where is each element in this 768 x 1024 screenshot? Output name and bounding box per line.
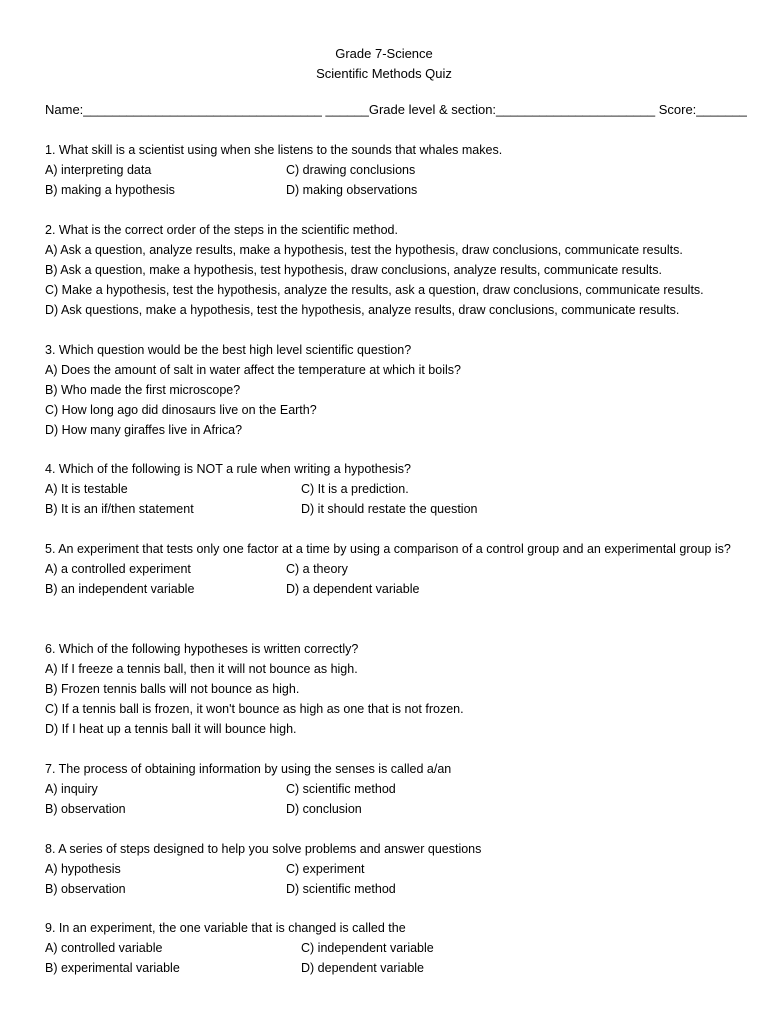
option-c: C) Make a hypothesis, test the hypothesis, analyze the results, ask a question, draw conclusions, communicate results.	[45, 283, 704, 297]
option-c: C) a theory	[286, 562, 348, 576]
question-stem: 9. In an experiment, the one variable that is changed is called the	[45, 921, 406, 935]
option-b: B) It is an if/then statement	[45, 502, 194, 516]
page-subtitle: Scientific Methods Quiz	[316, 66, 452, 81]
option-d: D) How many giraffes live in Africa?	[45, 423, 243, 437]
option-b: B) observation	[45, 802, 126, 816]
option-c: C) If a tennis ball is frozen, it won't bounce as high as one that is not frozen.	[45, 702, 464, 716]
option-b: B) Frozen tennis balls will not bounce as high.	[45, 682, 300, 696]
question-3	[45, 340, 735, 440]
option-b: B) Who made the first microscope?	[45, 383, 241, 397]
page-title: Grade 7-Science	[335, 46, 433, 61]
question-stem: 8. A series of steps designed to help you solve problems and answer questions	[45, 842, 482, 856]
option-a: A) inquiry	[45, 782, 98, 796]
option-d: D) If I heat up a tennis ball it will bounce high.	[45, 722, 297, 736]
option-b: B) an independent variable	[45, 582, 195, 596]
question-4	[45, 459, 735, 519]
question-stem: 7. The process of obtaining information by using the senses is called a/an	[45, 762, 452, 776]
option-d: D) dependent variable	[301, 961, 424, 975]
question-stem: 5. An experiment that tests only one factor at a time by using a comparison of a control group and an experimental group is?	[45, 542, 731, 556]
option-c: C) It is a prediction.	[301, 482, 409, 496]
option-a: A) controlled variable	[45, 941, 163, 955]
option-a: A) If I freeze a tennis ball, then it will not bounce as high.	[45, 662, 358, 676]
option-a: A) hypothesis	[45, 862, 121, 876]
question-6	[45, 639, 735, 739]
option-c: C) How long ago did dinosaurs live on the Earth?	[45, 403, 317, 417]
question-stem: 3. Which question would be the best high level scientific question?	[45, 343, 412, 357]
option-b: B) observation	[45, 882, 126, 896]
option-a: A) interpreting data	[45, 163, 152, 177]
option-d: D) scientific method	[286, 882, 396, 896]
question-stem: 2. What is the correct order of the steps in the scientific method.	[45, 223, 398, 237]
student-info-line: Name:_________________________________ ______Grade level & section:______________________ Score:_______	[45, 102, 747, 117]
option-a: A) It is testable	[45, 482, 128, 496]
option-a: A) Ask a question, analyze results, make a hypothesis, test the hypothesis, draw conclusions, communicate results.	[45, 243, 683, 257]
option-b: B) making a hypothesis	[45, 183, 175, 197]
question-1	[45, 140, 735, 200]
option-a: A) Does the amount of salt in water affect the temperature at which it boils?	[45, 363, 461, 377]
option-b: B) Ask a question, make a hypothesis, test hypothesis, draw conclusions, analyze results, communicate results.	[45, 263, 662, 277]
option-d: D) it should restate the question	[301, 502, 478, 516]
question-2	[45, 220, 735, 320]
option-c: C) experiment	[286, 862, 365, 876]
question-stem: 4. Which of the following is NOT a rule when writing a hypothesis?	[45, 462, 411, 476]
option-c: C) drawing conclusions	[286, 163, 416, 177]
option-d: D) conclusion	[286, 802, 362, 816]
question-9	[45, 918, 735, 978]
option-c: C) independent variable	[301, 941, 434, 955]
option-c: C) scientific method	[286, 782, 396, 796]
option-a: A) a controlled experiment	[45, 562, 191, 576]
question-5	[45, 539, 735, 599]
option-d: D) making observations	[286, 183, 418, 197]
question-8	[45, 839, 735, 899]
option-d: D) Ask questions, make a hypothesis, test the hypothesis, analyze results, draw conclusions, communicate results.	[45, 303, 680, 317]
question-7	[45, 759, 735, 819]
question-stem: 1. What skill is a scientist using when she listens to the sounds that whales makes.	[45, 143, 503, 157]
question-stem: 6. Which of the following hypotheses is written correctly?	[45, 642, 359, 656]
option-d: D) a dependent variable	[286, 582, 420, 596]
option-b: B) experimental variable	[45, 961, 180, 975]
